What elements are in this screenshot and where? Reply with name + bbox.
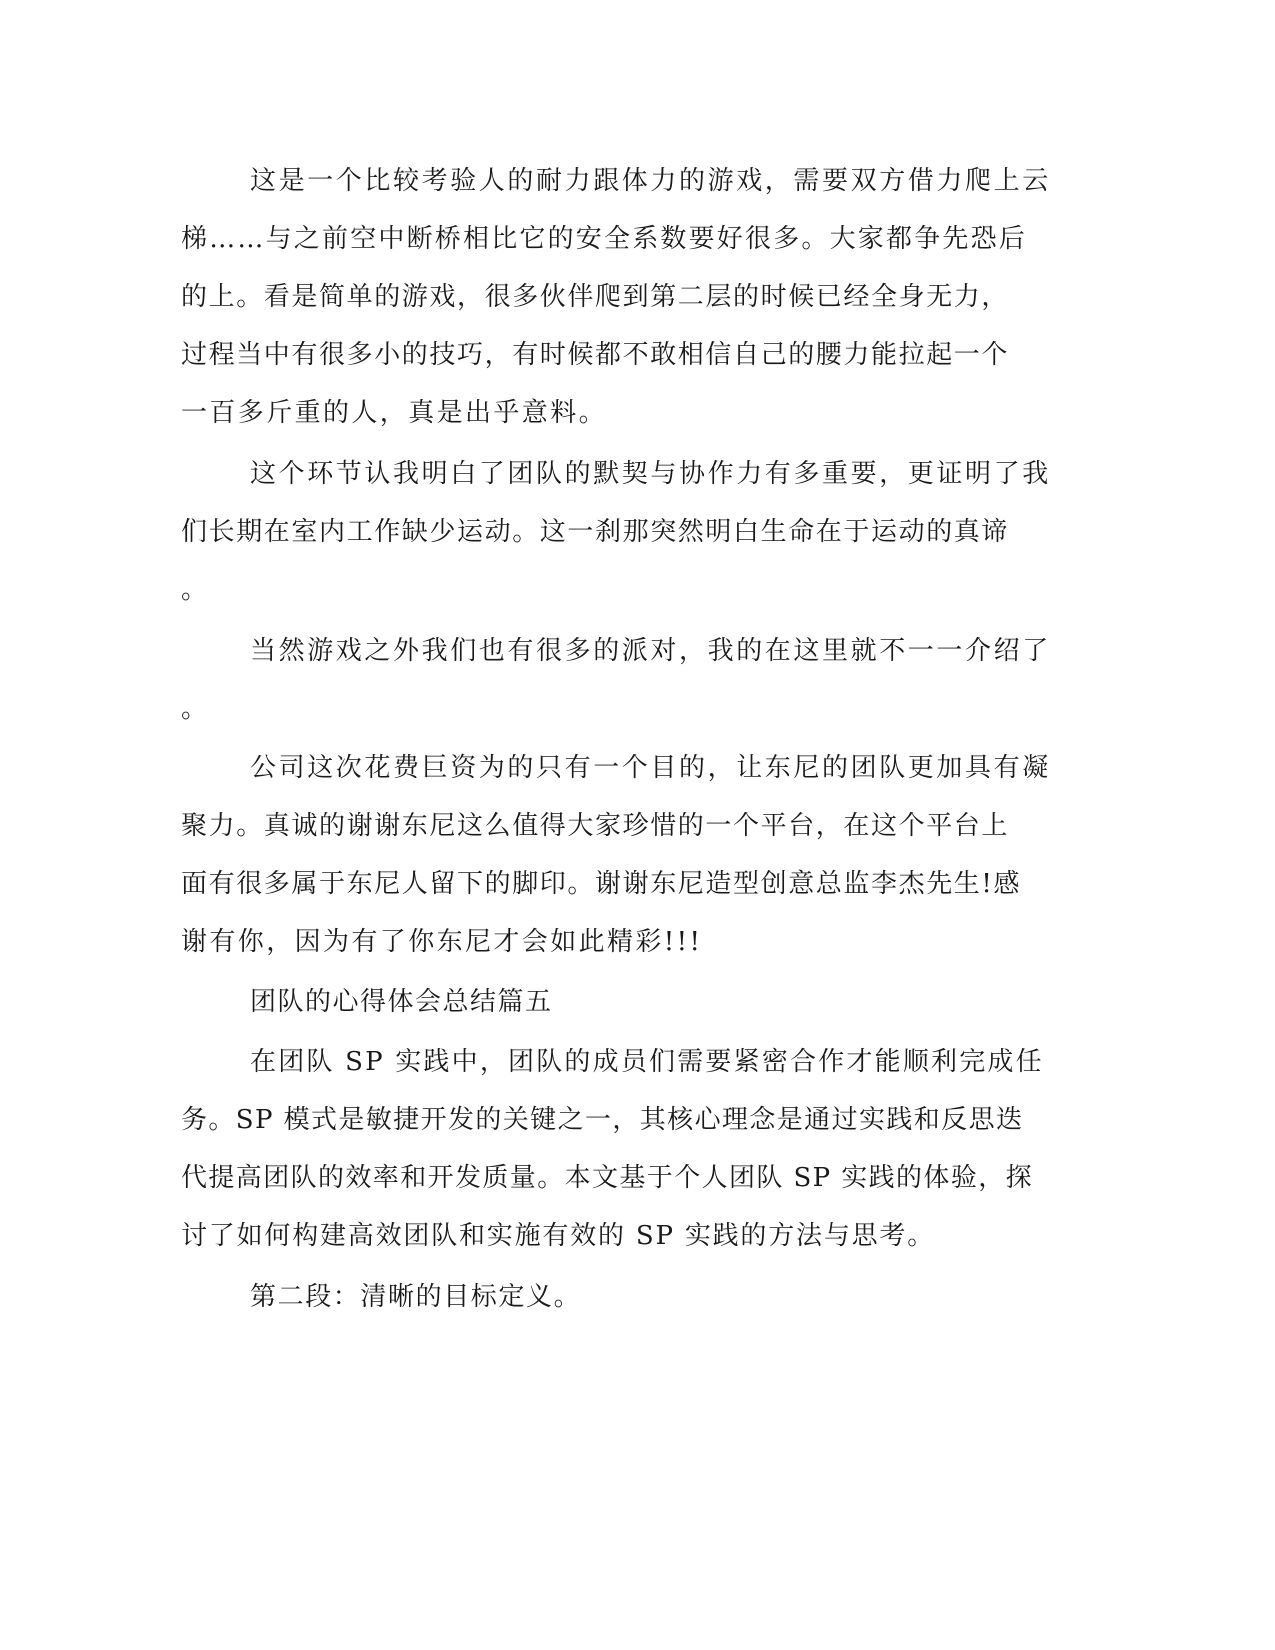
text-line: 过程当中有很多小的技巧，有时候都不敢相信自己的腰力能拉起一个 [181, 340, 1010, 370]
section-heading: 团队的心得体会总结篇五 [250, 987, 553, 1017]
text-line: 聚力。真诚的谢谢东尼这么值得大家珍惜的一个平台，在这个平台上 [181, 811, 1010, 841]
text-line: 的上。看是简单的游戏，很多伙伴爬到第二层的时候已经全身无力， [181, 282, 1010, 312]
text-line: 代提高团队的效率和开发质量。本文基于个人团队 SP 实践的体验，探 [181, 1163, 1034, 1193]
text-line: 公司这次花费巨资为的只有一个目的，让东尼的团队更加具有凝 [250, 753, 1051, 783]
text-line: 这是一个比较考验人的耐力跟体力的游戏，需要双方借力爬上云 [250, 166, 1051, 196]
text-line: 梯……与之前空中断桥相比它的安全系数要好很多。大家都争先恐后 [181, 224, 1028, 254]
text-line: 面有很多属于东尼人留下的脚印。谢谢东尼造型创意总监李杰先生!感 [181, 869, 1022, 899]
text-line: 。 [181, 575, 208, 605]
text-line: 这个环节认我明白了团队的默契与协作力有多重要，更证明了我 [250, 459, 1051, 489]
text-line: 当然游戏之外我们也有很多的派对，我的在这里就不一一介绍了 [250, 636, 1051, 666]
text-line: 。 [181, 694, 208, 724]
text-line: 讨了如何构建高效团队和实施有效的 SP 实践的方法与思考。 [181, 1221, 936, 1251]
text-line: 一百多斤重的人，真是出乎意料。 [181, 398, 608, 428]
text-line: 务。SP 模式是敏捷开发的关键之一，其核心理念是通过实践和反思迭 [181, 1105, 1024, 1135]
text-line: 们长期在室内工作缺少运动。这一刹那突然明白生命在于运动的真谛 [181, 517, 1010, 547]
text-line: 在团队 SP 实践中，团队的成员们需要紧密合作才能顺利完成任 [250, 1047, 1044, 1077]
text-line: 谢有你，因为有了你东尼才会如此精彩!!! [181, 927, 703, 957]
text-line: 第二段：清晰的目标定义。 [250, 1282, 582, 1312]
